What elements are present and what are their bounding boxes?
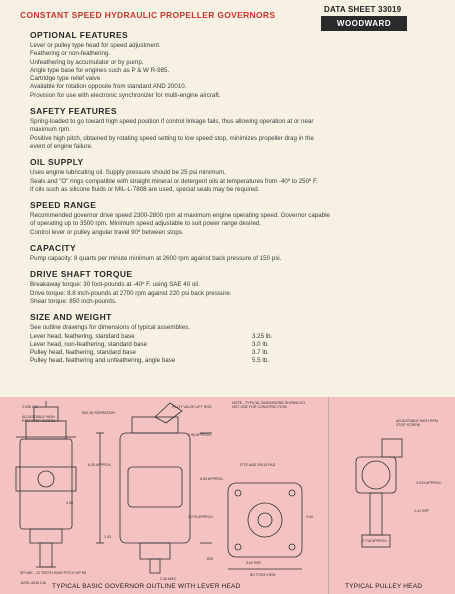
optional-line: Angle type base for engines such as P & W R-985. [30,66,170,74]
optional-line: Cartridge type relief valve. [30,75,102,83]
size-intro: See outline drawings for dimensions of typical assemblies. [30,324,190,332]
oil-line: Seals and "O" rings compatible with straight mineral or detergent oils at temperatures from -40º to 250º F. [30,177,318,185]
capacity-section [30,243,435,263]
optional-line: Feathering or non-feathering. [30,50,111,58]
speed-line: Control lever or pulley angular travel 90º between stops. [30,228,184,236]
speed-line: Recommended governor drive speed 2300-2800 rpm at maximum engine operating speed. Governor capable [30,212,330,220]
speed-range-section [30,200,435,237]
weight-row [30,333,435,341]
fits-pad-label: FITS AND 20010 PAD [240,463,276,467]
safety-line: maximum rpm. [30,126,71,134]
outline-drawing-panel [0,397,455,594]
safety-line: Positive high pitch, obtained by rotating speed setting to low speed stop, minimizes propeller drag in the [30,134,314,142]
safety-features-section [30,106,435,151]
weight-label: Pulley head, feathering, standard base [30,349,136,357]
speed-line: of operating up to 3500 rpm. Minimum speed adjustable to suit power range desired. [30,220,262,228]
weight-value: 3.25 lb. [252,332,273,340]
dim-625-label: .625 [206,557,213,561]
weight-label: Lever head, feathering, standard base [30,332,135,340]
torque-line: Drive torque: 8.8 inch-pounds at 2700 rpm against 220 psi back pressure. [30,289,232,297]
figure-caption-governor: TYPICAL BASIC GOVERNOR OUTLINE WITH LEVER HEAD [52,583,241,590]
approx-c-label: 6.83 APPROX. [200,477,224,481]
approx-a-label: 2.96 APPROX. [188,433,212,437]
dim-3043-label: 3.043 APPROX. [416,481,442,485]
spline-label: SPLINE - 12 TEETH 20/40 PITCH 30º PA [20,571,87,575]
oil-supply-section [30,157,435,194]
drive-shaft-torque-section [30,269,435,306]
drawing-note: NOTE - TYPICAL DIMENSIONS SHOWN DO NOT USE FOR CONSTRUCTION. [232,401,305,410]
safety-features-heading: SAFETY FEATURES [30,106,117,117]
weight-label: Pulley head, feathering and unfeathering, angle base [30,357,176,365]
dim-141-label: 1.41 REF [414,509,430,513]
capacity-line: Pump capacity: 8 quarts per minute minimum at 2600 rpm against back pressure of 150 psi. [30,255,282,263]
dim-362-label: 3.62 REF. [246,561,262,565]
dim-238-label: 2.38 MAX [160,577,176,581]
speed-range-heading: SPEED RANGE [30,200,97,211]
weight-row [30,357,435,365]
approx-d-label: 4.275 APPROX. [188,515,214,519]
oil-line: If oils such as silicone fluids or MIL-L-7808 are used, special seals may be required. [30,185,260,193]
safety-line: event of engine failure. [30,142,93,150]
brand-logo: WOODWARD [321,16,407,31]
spec-content [30,30,435,372]
safety-line: Spring-loaded to go toward high speed position if control linkage fails, thus allowing operation at or near [30,118,314,126]
drive-shaft-torque-heading: DRIVE SHAFT TORQUE [30,269,133,280]
dim-450-label: 4.50 [66,501,73,505]
governor-outline-drawing [0,397,455,594]
weight-row [30,341,435,349]
dim-133-label: 1.33 [104,535,111,539]
oil-line: Uses engine lubricating oil. Supply pressure should be 25 psi minimum. [30,169,226,177]
dim-300-label: 3.00 [306,515,313,519]
approx-b-label: 6.25 APPROX. [88,463,112,467]
document-title: CONSTANT SPEED HYDRAULIC PROPELLER GOVERNORS [20,10,276,20]
torque-line: Shear torque: 850 inch-pounds. [30,297,117,305]
serration-label: 500-36 SERRATION [82,411,115,415]
optional-line: Unfeathering by accumulator or by pump. [30,58,144,66]
data-sheet-number: DATA SHEET 33019 [324,5,402,14]
weight-label: Lever head, non-feathering, standard base [30,340,147,348]
torque-line: Breakaway torque: 30 foot-pounds at -40º F. using SAE 40 oil. [30,281,200,289]
weight-row [30,349,435,357]
optional-line: Provision for use with electronic synchronizer for multi-engine aircraft. [30,91,221,99]
dim-2718-label: 2.718 APPROX. [362,539,388,543]
weight-value: 3.7 lb. [252,349,269,357]
oil-supply-heading: OIL SUPPLY [30,157,84,168]
bottom-view-label: BOTTOM VIEW [250,573,276,577]
dia-label: .6225-.6245 DIA [20,581,47,585]
figure-caption-pulley: TYPICAL PULLEY HEAD [345,583,423,590]
optional-line: Lever or pulley type head for speed adjustment. [30,42,161,49]
optional-features-section [30,30,435,100]
optional-line: Available for rotation opposite from standard AND 20010. [30,83,187,91]
pulley-stop-label: ADJUSTABLE HIGH RPM STOP SCREW [396,419,438,428]
weight-value: 5.5 lb. [252,357,269,365]
size-weight-section [30,312,435,365]
adjustable-stop-label: ADJUSTABLE HIGH RPM STOP SCREW [22,415,56,424]
capacity-heading: CAPACITY [30,243,77,254]
dim-top-label: 2.938 DIA [22,405,38,409]
weight-value: 3.0 lb. [252,340,269,348]
size-weight-heading: SIZE AND WEIGHT [30,312,112,323]
pilot-valve-label: PILOT VALVE LIFT ROD [172,405,212,409]
optional-features-heading: OPTIONAL FEATURES [30,30,129,40]
